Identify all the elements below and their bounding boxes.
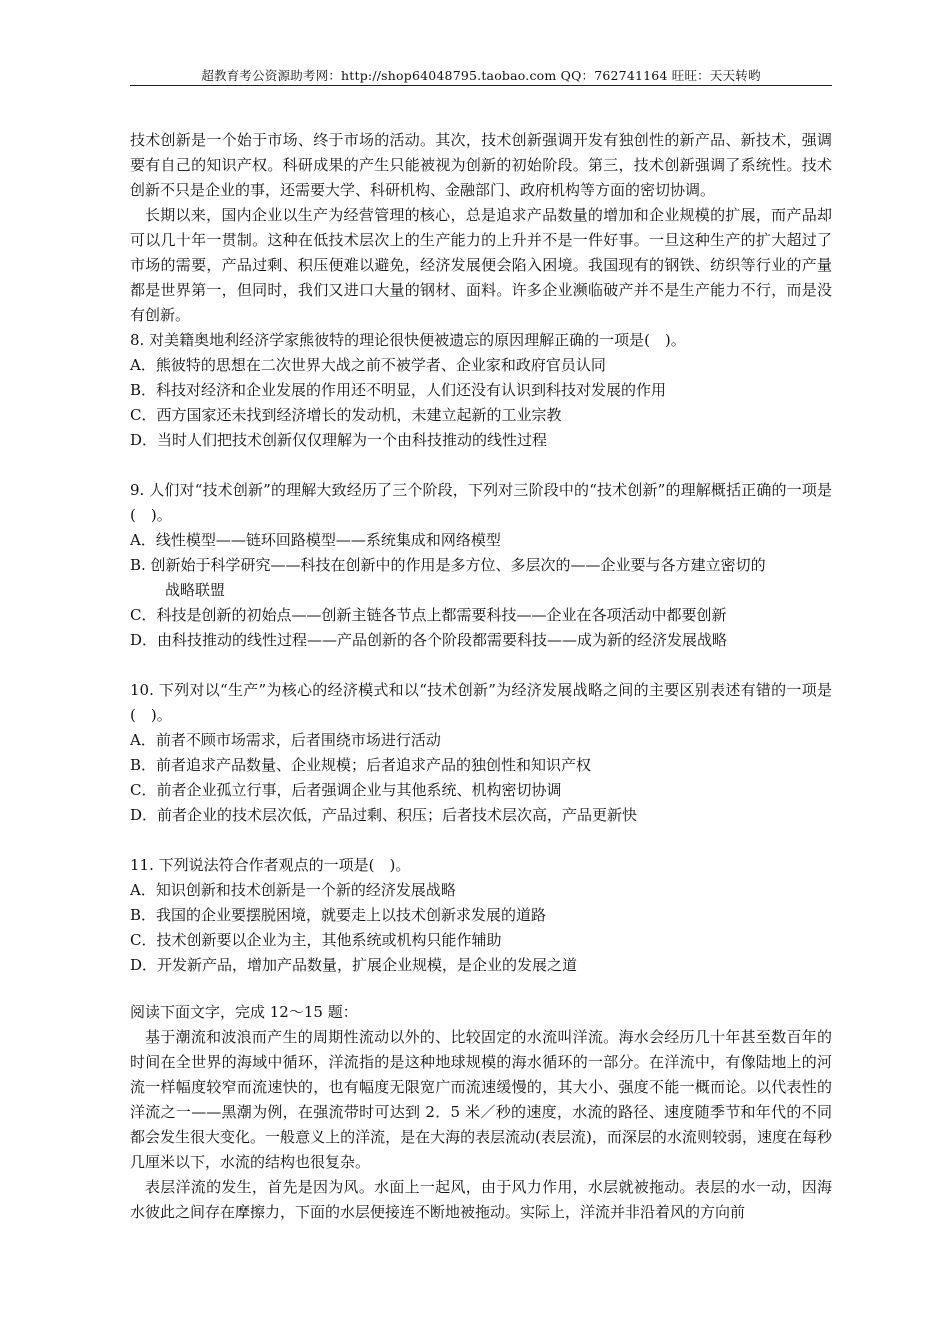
option-b: B．前者追求产品数量、企业规模；后者追求产品的独创性和知识产权: [130, 756, 592, 774]
passage2-paragraph-1: 基于潮流和波浪而产生的周期性流动以外的、比较固定的水流叫洋流。海水会经历几十年甚至数百年的时间在全世界的海域中循环，洋流指的是这种地球规模的海水循环的一部分。在洋流中，有像陆地上的河流一样幅度较窄而流速快的，也有幅度无限宽广而流速缓慢的，其大小、强度不能一概而论。以代表性的洋流之一——黑潮为例，在强流带时可达到 2．5 米／秒的速度，水流的路径、速度随季节和年代的不同都会发生很大变化。一般意义上的洋流，是在大海的表层流动(表层流)，而深层的水流则较弱，速度在每秒几厘米以下，水流的结构也很复杂。: [130, 1028, 832, 1171]
header-divider: [130, 85, 832, 86]
question-stem: 9. 人们对“技术创新”的理解大致经历了三个阶段，下列对三阶段中的“技术创新”的理解概括正确的一项是( )。: [130, 481, 832, 524]
option-c: C．技术创新要以企业为主，其他系统或机构只能作辅助: [130, 931, 502, 949]
option-d: D．前者企业的技术层次低，产品过剩、积压；后者技术层次高，产品更新快: [130, 806, 638, 824]
option-b: B. 创新始于科学研究——科技在创新中的作用是多方位、多层次的——企业要与各方建立密切的: [130, 556, 766, 574]
option-b: B．科技对经济和企业发展的作用还不明显，人们还没有认识到科技对发展的作用: [130, 381, 667, 399]
option-c: C．前者企业孤立行事，后者强调企业与其他系统、机构密切协调: [130, 781, 562, 799]
option-d: D．开发新产品，增加产品数量，扩展企业规模，是企业的发展之道: [130, 956, 578, 974]
option-c: C．科技是创新的初始点——创新主链各节点上都需要科技——企业在各项活动中都要创新: [130, 606, 727, 624]
spacer: [130, 453, 832, 478]
option-a: A．知识创新和技术创新是一个新的经济发展战略: [130, 881, 456, 899]
question-stem: 11. 下列说法符合作者观点的一项是( )。: [130, 856, 411, 874]
option-a: A．前者不顾市场需求，后者围绕市场进行活动: [130, 731, 441, 749]
option-d: D．由科技推动的线性过程——产品创新的各个阶段都需要科技——成为新的经济发展战略: [130, 631, 728, 649]
spacer: [130, 653, 832, 678]
option-d: D．当时人们把技术创新仅仅理解为一个由科技推动的线性过程: [130, 431, 548, 449]
page-header: 超教育考公资源助考网：http://shop64048795.taobao.com QQ：762741164 旺旺：天天转哟: [201, 68, 761, 83]
passage2-paragraph-2: 表层洋流的发生，首先是因为风。水面上一起风，由于风力作用，水层就被拖动。表层的水一动，因海水彼此之间存在摩擦力，下面的水层便接连不断地被拖动。实际上，洋流并非沿着风的方向前: [130, 1178, 832, 1221]
spacer: [130, 978, 832, 1000]
reading-instruction: 阅读下面文字，完成 12～15 题：: [130, 1003, 358, 1021]
spacer: [130, 828, 832, 853]
question-11: [130, 853, 832, 978]
passage1-paragraph-2: 长期以来，国内企业以生产为经营管理的核心，总是追求产品数量的增加和企业规模的扩展，而产品却可以几十年一贯制。这种在低技术层次上的生产能力的上升并不是一件好事。一旦这种生产的扩大超过了市场的需要，产品过剩、积压便难以避免，经济发展便会陷入困境。我国现有的钢铁、纺织等行业的产量都是世界第一，但同时，我们又进口大量的钢材、面料。许多企业濒临破产并不是生产能力不行，而是没有创新。: [130, 206, 832, 324]
question-stem: 8. 对美籍奥地利经济学家熊彼特的理论很快便被遗忘的原因理解正确的一项是( )。: [130, 331, 686, 349]
option-b-continuation: 战略联盟: [165, 581, 226, 599]
question-10: [130, 678, 832, 828]
question-8: [130, 328, 832, 453]
option-a: A．熊彼特的思想在二次世界大战之前不被学者、企业家和政府官员认同: [130, 356, 606, 374]
option-b: B．我国的企业要摆脱困境，就要走上以技术创新求发展的道路: [130, 906, 547, 924]
option-c: C．西方国家还未找到经济增长的发动机，未建立起新的工业宗教: [130, 406, 562, 424]
question-9: [130, 478, 832, 653]
option-a: A．线性模型——链环回路模型——系统集成和网络模型: [130, 531, 501, 549]
question-stem: 10. 下列对以“生产”为核心的经济模式和以“技术创新”为经济发展战略之间的主要区别表述有错的一项是( )。: [130, 681, 832, 724]
document-body: [130, 128, 832, 1225]
passage1-paragraph-1: 技术创新是一个始于市场、终于市场的活动。其次，技术创新强调开发有独创性的新产品、新技术，强调要有自己的知识产权。科研成果的产生只能被视为创新的初始阶段。第三，技术创新强调了系统性。技术创新不只是企业的事，还需要大学、科研机构、金融部门、政府机构等方面的密切协调。: [130, 131, 832, 199]
